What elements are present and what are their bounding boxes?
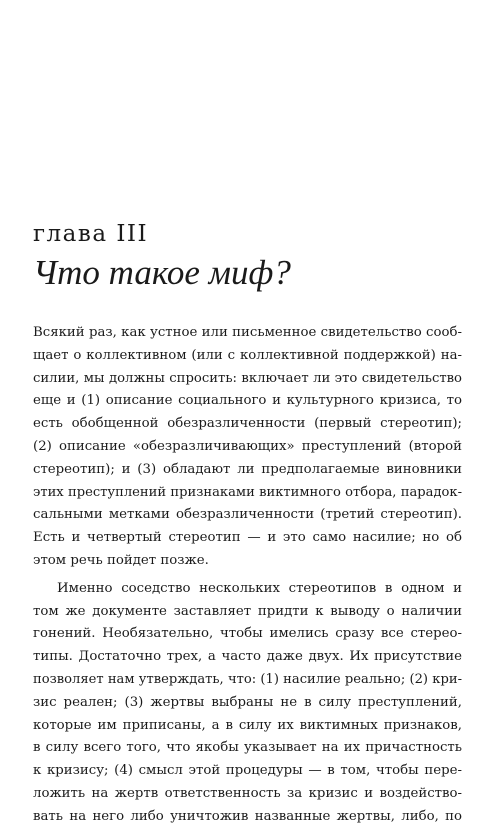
text-line: позволяет нам утверждать, что: (1) насилие реально; (2) кри- [33, 671, 462, 687]
text-line: зис реален; (3) жертвы выбраны не в силу преступлений, [33, 694, 462, 710]
text-line: к кризису; (4) смысл этой процедуры — в том, чтобы пере- [33, 763, 462, 779]
text-line: которые им приписаны, а в силу их виктимных признаков, [33, 717, 462, 733]
text-line: этом речь пойдет позже. [33, 552, 209, 568]
text-line: есть обобщенной обезразличенности (первый стереотип); [33, 416, 462, 432]
text-line: силии, мы должны спросить: включает ли это свидетельство [33, 370, 462, 386]
chapter-label: глава III [33, 221, 149, 247]
text-line: Есть и четвертый стереотип — и это само насилие; но об [33, 530, 462, 546]
text-line: Всякий раз, как устное или письменное свидетельство сооб- [33, 325, 462, 340]
text-line: в силу всего того, что якобы указывает на их причастность [33, 740, 462, 756]
text-line: Именно соседство нескольких стереотипов в одном и [57, 580, 462, 596]
chapter-title: Что такое миф? [33, 253, 291, 292]
paragraph-2 [33, 578, 462, 829]
text-line: еще и (1) описание социального и культурного кризиса, то [33, 393, 462, 409]
text-line: ложить на жертв ответственность за кризис и воздейство- [33, 785, 462, 801]
text-line: том же документе заставляет придти к выводу о наличии [33, 603, 462, 619]
text-line: вать на него либо уничтожив названные жертвы, либо, по [33, 808, 462, 824]
paragraph-1 [33, 322, 462, 573]
text-line: типы. Достаточно трех, а часто даже двух. Их присутствие [33, 649, 462, 665]
text-line: (2) описание «обезразличивающих» преступлений (второй [33, 438, 462, 454]
text-line: стереотип); и (3) обладают ли предполагаемые виновники [33, 461, 462, 477]
text-line: щает о коллективном (или с коллективной поддержкой) на- [33, 347, 462, 363]
text-line: сальными метками обезразличенности (третий стереотип). [33, 507, 462, 523]
body-text [33, 322, 462, 829]
text-line: гонений. Необязательно, чтобы имелись сразу все стерео- [33, 626, 462, 642]
text-line: этих преступлений признаками виктимного отбора, парадок- [33, 484, 462, 500]
